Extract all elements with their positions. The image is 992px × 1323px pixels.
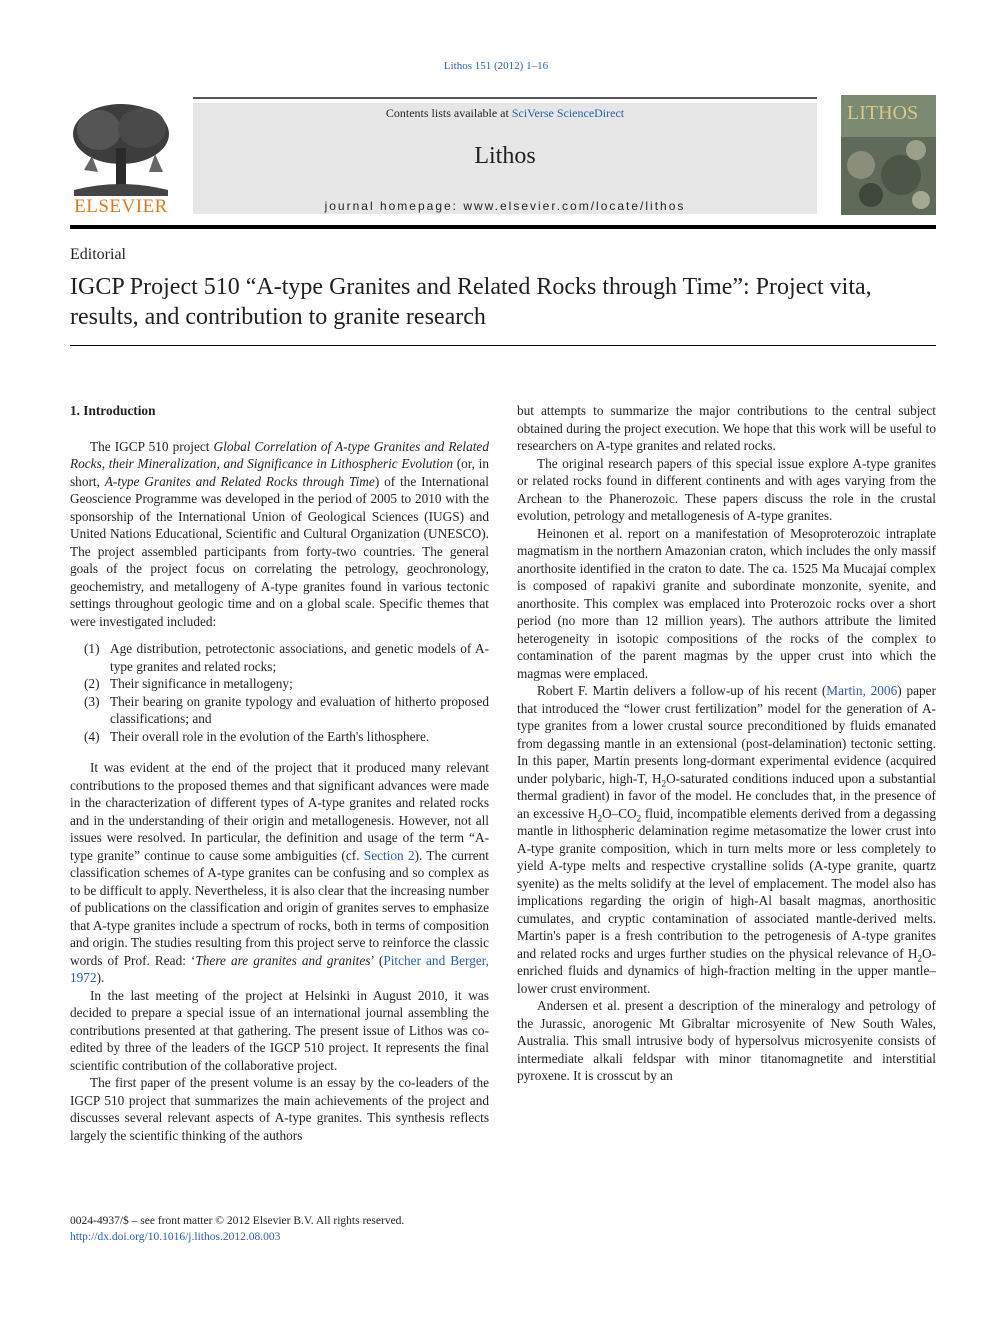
elsevier-tree-icon bbox=[64, 100, 178, 196]
copyright-line: 0024-4937/$ – see front matter © 2012 Elsevier B.V. All rights reserved. bbox=[70, 1215, 405, 1227]
list-item: (3) Their bearing on granite typology and evaluation of hitherto proposed classifications; and bbox=[84, 693, 489, 726]
cover-title: LITHOS bbox=[847, 102, 919, 124]
journal-title: Lithos bbox=[474, 143, 536, 169]
paragraph: The IGCP 510 project Global Correlation of A-type Granites and Related Rocks, their Mineralization, and Significance in Lithospheric Evolution (or, in short, A-type Granites and Related Rocks through Time) of the International Geoscience Programme was developed in the period of 2005 to 2010 with the sponsorship of the International Union of Geological Sciences (IUGS) and United Nations Educational, Scientific and Cultural Organization (UNESCO). The project assembled participants from forty-two countries. The general goals of the project focus on correlating the petrology, geochronology, geochemistry, and metallogeny of A-type granites found in various tectonic settings throughout geologic time and on a global scale. Specific themes that were investigated included: bbox=[70, 438, 490, 629]
paragraph: Heinonen et al. report on a manifestation of Mesoproterozoic intraplate magmatism in the northern Amazonian craton, which includes the only massif anorthosite identified in the craton to date. The ca. 1525 Ma Mucajaí complex is composed of rapakivi granite and subordinate monzonite, syenite, and anorthosite. This complex was emplaced into Proterozoic rocks over a short period (no more than 12 million years). The authors attribute the limited heterogeneity in isotopic compositions of the rocks of the complex to contamination of the parent magmas by the upper crust into which the magmas were emplaced. bbox=[517, 525, 936, 681]
footer bbox=[70, 1213, 404, 1245]
pitcher-berger-citation-link[interactable]: Pitcher and Berger, 1972 bbox=[70, 952, 489, 985]
paragraph: The first paper of the present volume is an essay by the co-leaders of the IGCP 510 project that summarizes the main achievements of the project and discusses several relevant aspects of A-type granites. This synthesis reflects largely the scientific thinking of the authors bbox=[70, 1075, 489, 1143]
list-item: (4) Their overall role in the evolution of the Earth's lithosphere. bbox=[84, 728, 430, 744]
paragraph: The original research papers of this special issue explore A-type granites or related rocks found in different continents and with ages varying from the Archean to the Phanerozoic. These papers discuss the role in the crustal evolution, petrology and metallogenesis of A-type granites. bbox=[517, 455, 936, 523]
publisher-name: ELSEVIER bbox=[74, 196, 168, 217]
article-type: Editorial bbox=[70, 246, 126, 263]
journal-banner bbox=[193, 103, 817, 214]
martin-2006-citation-link[interactable]: Martin, 2006 bbox=[826, 683, 898, 698]
section-heading: 1. Introduction bbox=[70, 403, 156, 418]
list-item: (1) Age distribution, petrotectonic associations, and genetic models of A-type granites and related rocks; bbox=[84, 641, 489, 674]
right-column bbox=[517, 402, 936, 1085]
paragraph: It was evident at the end of the project that it produced many relevant contributions to the proposed themes and that significant advances were made in the characterization of different types of A-type granites and related rocks and in the understanding of their origin and metallogenesis. However, not all issues were resolved. In particular, the definition and usage of the term “A-type granite” continue to cause some ambiguities (cf. Section 2). The current classification schemes of A-type granites can be confusing and so complex as to be difficult to apply. Nevertheless, it is also clear that the increasing number of publications on the classification and origin of granites serves to emphasize that A-type granites include a spectrum of rocks, both in terms of composition and origin. The studies resulting from this project serve to reinforce the classic words of Prof. Read: ‘There are granites and granites’ (Pitcher and Berger, 1972). bbox=[70, 760, 490, 985]
paragraph: Andersen et al. present a description of the mineralogy and petrology of the Jurassic, anorogenic Mt Gibraltar microsyenite of New South Wales, Australia. This small intrusive body of hypersolvus microsyenite consists of intermediate alkali feldspar with minor titanomagnetite and interstitial pyroxene. It is crosscut by an bbox=[517, 998, 936, 1083]
header-divider bbox=[193, 97, 817, 99]
journal-homepage[interactable]: journal homepage: www.elsevier.com/locate/lithos bbox=[324, 199, 686, 213]
themes-list bbox=[70, 640, 489, 745]
paragraph: Robert F. Martin delivers a follow-up of his recent (Martin, 2006) paper that introduced the “lower crust fertilization” model for the generation of A-type granites from a lower crustal source preconditioned by fluids emanated from degassing mantle in an extensional (post-delamination) tectonic setting. In this paper, Martin presents long-dormant experimental evidence (acquired under polybaric, high-T, $H_2O$-saturated conditions induced upon a substantial thermal gradient) in favor of the model. He concludes that, in the presence of an excessive $H_2O-CO_2$ fluid, incompatible elements derived from a degassing mantle in lithospheric delamination regime metasomatize the lower crust into A-type granite composition, which in turn melts more or less completely to yield A-type melts and respective crystalline solids (A-type granite, quartz syenite) as the melts solidify at the level of emplacement. The model also has implications regarding the origin of high-Al basalt magmas, anorthositic cumulates, and cryptic contamination of associated mantle-derived melts. Martin's paper is a fresh contribution to the petrogenesis of A-type granites and related rocks and urges further studies on the physical relevance of $H_2O$-enriched fluids and dynamics of high-fraction melting in the upper mantle–lower crust environment. bbox=[517, 683, 937, 996]
section-2-link[interactable]: Section 2 bbox=[363, 847, 415, 863]
article-title: IGCP Project 510 “A-type Granites and Related Rocks through Time”: Project vita, results, and contribution to granite research bbox=[70, 274, 872, 330]
title-rule bbox=[70, 345, 936, 346]
contents-line bbox=[193, 106, 817, 121]
sciencedirect-link[interactable]: SciVerse ScienceDirect bbox=[511, 106, 625, 120]
elsevier-logo bbox=[64, 100, 178, 218]
journal-reference-link[interactable]: Lithos 151 (2012) 1–16 bbox=[443, 60, 549, 72]
header-rule bbox=[70, 225, 936, 229]
left-column bbox=[70, 402, 489, 1144]
doi-link[interactable]: http://dx.doi.org/10.1016/j.lithos.2012.08.003 bbox=[70, 1231, 281, 1243]
contents-prefix: Contents lists available at bbox=[385, 106, 512, 120]
list-item: (2) Their significance in metallogeny; bbox=[84, 676, 293, 691]
journal-cover-image bbox=[841, 95, 936, 215]
paragraph: In the last meeting of the project at Helsinki in August 2010, it was decided to prepare a special issue of an international journal assembling the contributions presented at that gathering. The present issue of Lithos was co-edited by three of the leaders of the IGCP 510 project. It represents the final scientific contribution of the collaborative project. bbox=[70, 987, 489, 1073]
paragraph: but attempts to summarize the major contributions to the central subject obtained during the project execution. We hope that this work will be useful to researchers on A-type granites and related rocks. bbox=[517, 403, 936, 453]
